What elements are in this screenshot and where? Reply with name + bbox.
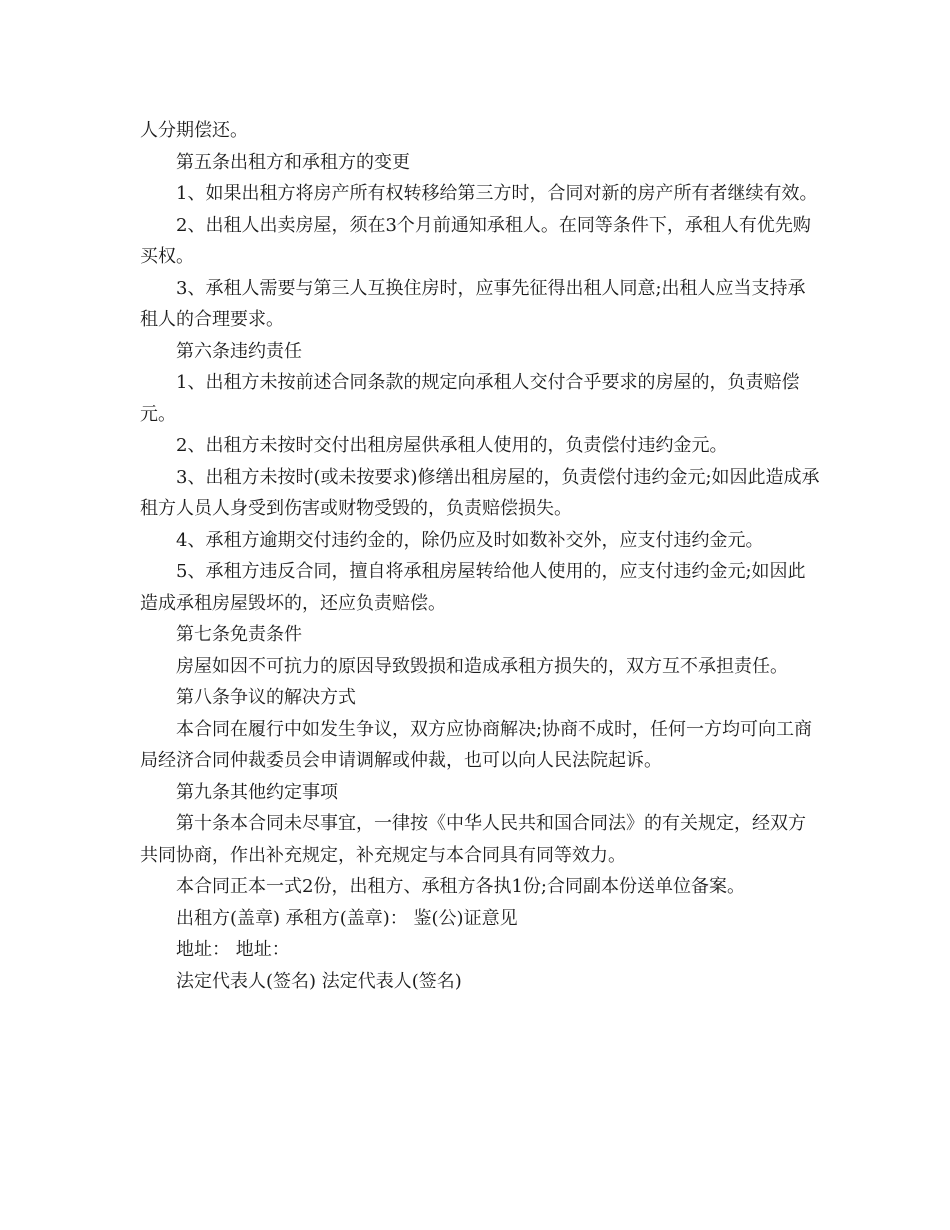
article-5-clause-2: 2、出租人出卖房屋，须在3个月前通知承租人。在同等条件下，承租人有优先购买权。 [140,214,811,267]
address-line: 地址： 地址： [176,939,290,960]
article-7-heading: 第七条免责条件 [176,624,302,645]
article-6-clause-5: 5、承租方违反合同，擅自将承租房屋转给他人使用的，应支付违约金元;如因此造成承租房屋毁坏的，还应负责赔偿。 [140,561,806,614]
paragraph-continuation: 人分期偿还。 [140,120,248,141]
article-7-body: 房屋如因不可抗力的原因导致毁损和造成承租方损失的，双方互不承担责任。 [176,655,788,677]
article-6-clause-4: 4、承租方逾期交付违约金的，除仍应及时如数补交外，应支付违约金元。 [176,529,764,551]
article-6-heading: 第六条违约责任 [176,340,302,362]
article-10-body: 第十条本合同未尽事宜，一律按《中华人民共和国合同法》的有关规定，经双方共同协商，作出补充规定，补充规定与本合同具有同等效力。 [140,813,806,866]
article-9-heading: 第九条其他约定事项 [176,781,338,803]
article-6-clause-3: 3、出租方未按时(或未按要求)修缮出租房屋的，负责偿付违约金元;如因此造成承租方人员人身受到伤害或财物受毁的，负责赔偿损失。 [140,466,820,519]
article-6-clause-2: 2、出租方未按时交付出租房屋供承租人使用的，负责偿付违约金元。 [176,435,728,456]
article-8-body: 本合同在履行中如发生争议，双方应协商解决;协商不成时，任何一方均可向工商局经济合同仲裁委员会申请调解或仲裁，也可以向人民法院起诉。 [140,718,813,771]
document-body [140,115,820,997]
article-6-clause-1: 1、出租方未按前述合同条款的规定向承租人交付合乎要求的房屋的，负责赔偿元。 [140,372,800,425]
article-8-heading: 第八条争议的解决方式 [176,687,356,708]
signature-parties-line: 出租方(盖章) 承租方(盖章)： 鉴(公)证意见 [176,907,518,929]
article-5-clause-3: 3、承租人需要与第三人互换住房时，应事先征得出租人同意;出租人应当支持承租人的合理要求。 [140,277,806,330]
legal-representative-line: 法定代表人(签名) 法定代表人(签名) [176,970,462,992]
article-5-heading: 第五条出租方和承租方的变更 [176,151,410,173]
copies-clause: 本合同正本一式2份，出租方、承租方各执1份;合同副本份送单位备案。 [176,876,745,897]
article-5-clause-1: 1、如果出租方将房产所有权转移给第三方时，合同对新的房产所有者继续有效。 [176,183,818,204]
